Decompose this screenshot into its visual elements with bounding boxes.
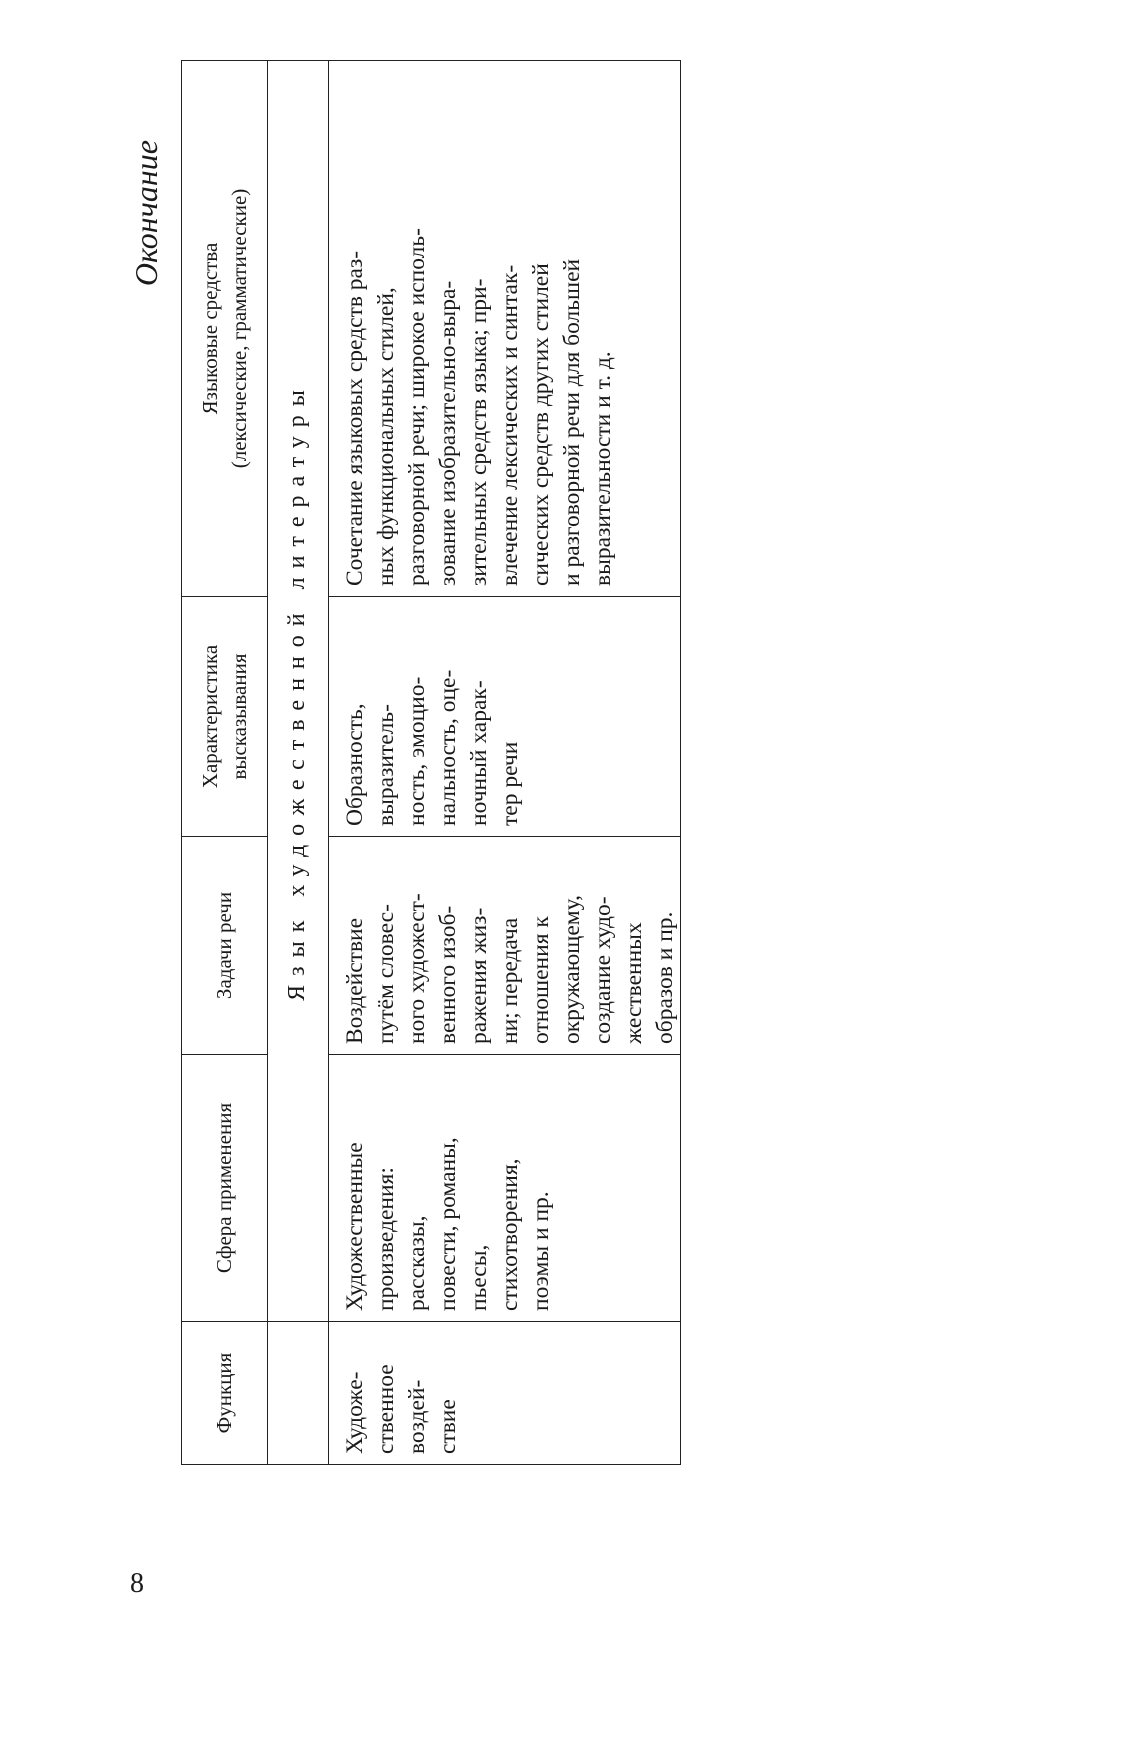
cell-line: пьесы, (466, 1244, 492, 1311)
cell-line: воздей- (404, 1379, 430, 1454)
cell-line: зительных средств языка; при- (466, 278, 492, 586)
header-sphere-text: Сфера применения (212, 1102, 237, 1274)
section-title: Язык художественной литературы (267, 61, 328, 1322)
cell-line: ного художест- (404, 893, 430, 1044)
cell-tasks (328, 837, 680, 1055)
cell-line: жественных (621, 922, 647, 1044)
cell-line: ственное (373, 1364, 399, 1454)
header-language-means-line: (лексические, грамматические) (226, 188, 251, 469)
cell-line: ражения жиз- (466, 907, 492, 1044)
cell-line: зование изобразительно-выра- (435, 280, 461, 586)
cell-line: поэмы и пр. (528, 1191, 554, 1311)
cell-line: Художественные (342, 1142, 368, 1311)
cell-function (328, 1322, 680, 1464)
continuation-label: Окончание (128, 140, 164, 287)
cell-line: окружающему, (559, 895, 585, 1044)
header-tasks (182, 837, 267, 1055)
cell-line: разговорной речи; широкое исполь- (404, 228, 430, 586)
cell-line: путём словес- (373, 904, 399, 1044)
cell-line: выразитель- (373, 704, 399, 826)
cell-line: Художе- (342, 1371, 368, 1454)
functional-styles-table (181, 60, 681, 1465)
cell-line: венного изоб- (435, 905, 461, 1044)
cell-line: создание худо- (590, 896, 616, 1044)
section-empty-cell (267, 1322, 328, 1464)
header-characteristic (182, 597, 267, 837)
header-characteristic-line: Характеристика (198, 644, 223, 789)
cell-line: ных функциональных стилей, (373, 287, 399, 586)
cell-line: ствие (435, 1399, 461, 1454)
cell-line: отношения к (528, 916, 554, 1044)
cell-line: ность, эмоцио- (404, 676, 430, 826)
header-tasks-text: Задачи речи (212, 891, 237, 1000)
cell-line: Образность, (342, 703, 368, 826)
cell-line: тер речи (497, 741, 523, 826)
header-characteristic-line: высказывания (226, 653, 251, 780)
cell-line: ночный харак- (466, 680, 492, 826)
cell-line: сических средств других стилей (528, 263, 554, 586)
header-language-means (182, 61, 267, 597)
header-function-text: Функция (212, 1352, 237, 1434)
cell-line: ни; передача (497, 917, 523, 1044)
table-header-row (182, 61, 268, 1464)
cell-line: Воздействие (342, 917, 368, 1044)
cell-line: произведения: (373, 1167, 399, 1311)
table-body-row (328, 61, 680, 1464)
header-sphere (182, 1055, 267, 1322)
cell-line: стихотворения, (497, 1158, 523, 1311)
cell-line: нальность, оце- (435, 669, 461, 826)
cell-line: и разговорной речи для большей (559, 258, 585, 586)
cell-line: Сочетание языковых средств раз- (342, 250, 368, 586)
cell-line: повести, романы, (435, 1137, 461, 1311)
rotated-page-content (130, 140, 730, 1560)
cell-line: рассказы, (404, 1215, 430, 1311)
cell-line: влечение лексических и синтак- (497, 264, 523, 586)
page-number: 8 (130, 1568, 144, 1599)
cell-sphere (328, 1055, 680, 1322)
cell-characteristic (328, 597, 680, 837)
header-language-means-line: Языковые средства (198, 242, 223, 415)
section-row (267, 61, 329, 1464)
cell-language-means (328, 61, 680, 597)
header-function (182, 1322, 267, 1464)
cell-line: образов и пр. (652, 911, 678, 1044)
cell-line: выразительности и т. д. (590, 351, 616, 586)
